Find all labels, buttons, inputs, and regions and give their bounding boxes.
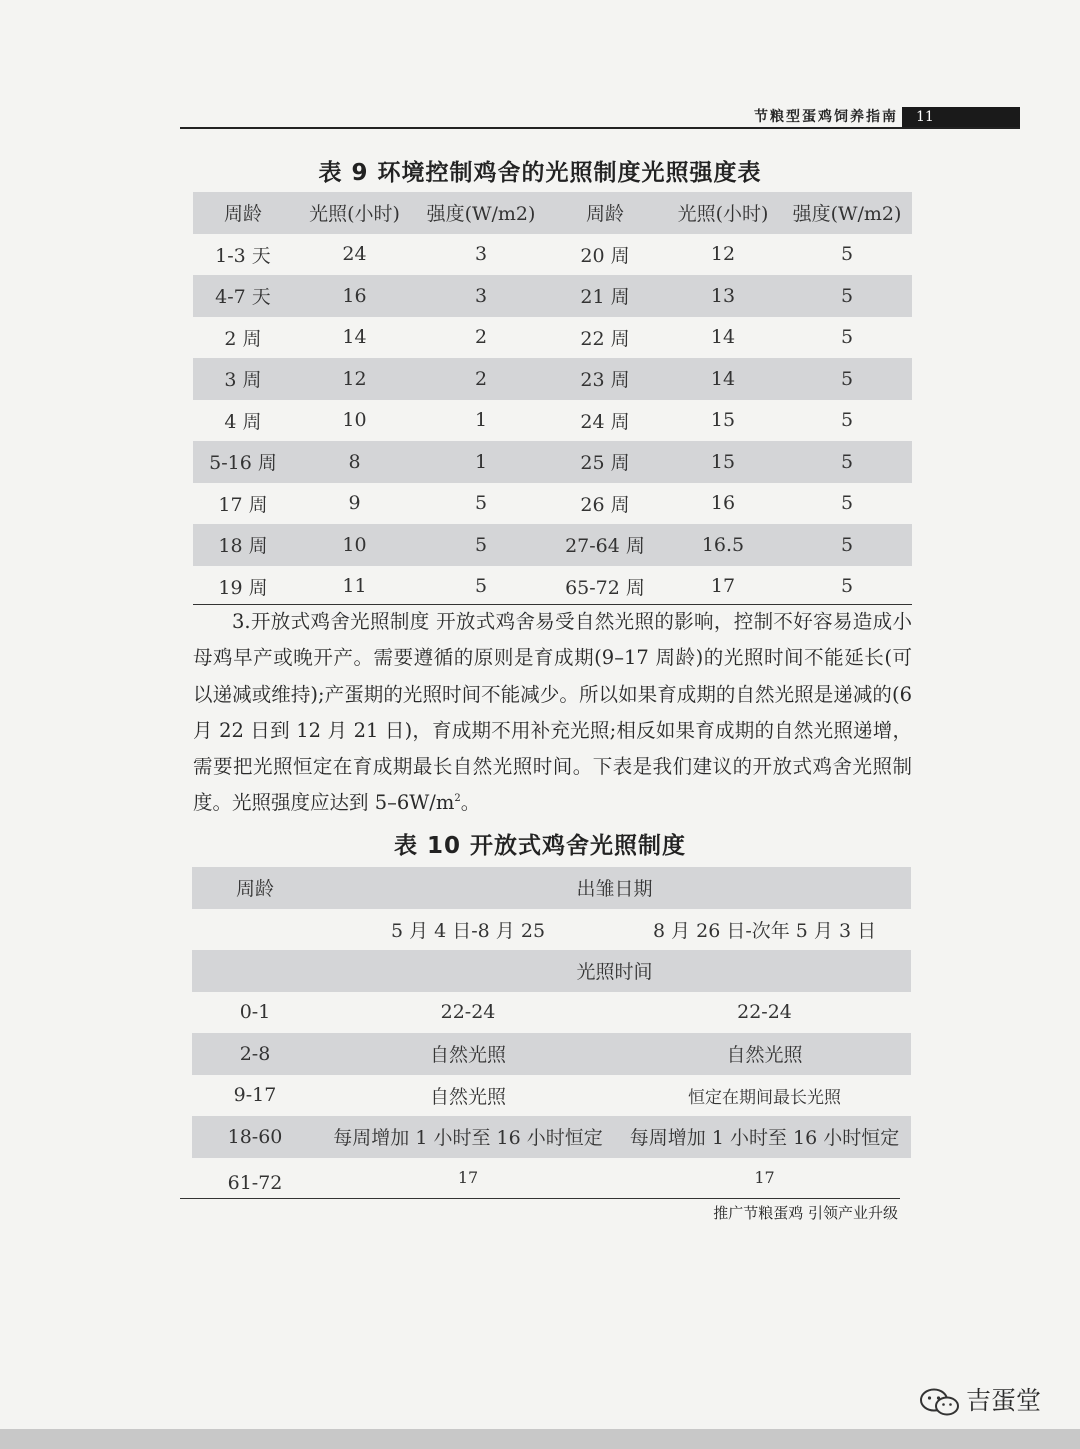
table9-cell: 5 — [782, 358, 912, 400]
table9-cell: 26 周 — [580, 493, 630, 516]
table10-row — [192, 1075, 911, 1117]
table9-title: 表 9 环境控制鸡舍的光照制度光照强度表 — [318, 160, 762, 186]
table10 — [192, 867, 911, 1209]
table9-cell: 65-72 周 — [565, 576, 645, 599]
table10-row — [192, 1033, 911, 1075]
table10-cell: 自然光照 — [429, 1085, 506, 1108]
table9-cell: 24 周 — [580, 410, 630, 433]
table9 — [193, 192, 912, 607]
table9-cell: 5 — [782, 524, 912, 566]
table9-cell: 21 周 — [546, 275, 664, 317]
table9-header-cell: 强度(W/m2) — [782, 192, 912, 234]
table9-row — [193, 400, 912, 442]
table9-cell: 5-16 周 — [193, 441, 293, 483]
body-paragraph — [193, 604, 912, 822]
wechat-icon — [918, 1387, 962, 1417]
table9-cell: 5 — [840, 492, 854, 515]
table9-row — [193, 234, 912, 276]
table9-cell: 3 — [416, 275, 546, 317]
table10-hatch-date-header: 出雏日期 — [318, 867, 911, 909]
table9-cell: 18 周 — [193, 524, 293, 566]
footer-slogan: 推广节粮蛋鸡 引领产业升级 — [713, 1204, 898, 1222]
running-title: 节粮型蛋鸡饲养指南 — [754, 109, 898, 125]
paragraph-end: 。 — [460, 791, 481, 815]
table9-cell: 3 周 — [193, 358, 293, 400]
table9-cell: 16.5 — [664, 524, 782, 566]
paragraph-text: 3.开放式鸡舍光照制度 开放式鸡舍易受自然光照的影响，控制不好容易造成小母鸡早产或晚开产。需要遵循的原则是育成期(9–17 周龄)的光照时间不能延长(可以递减或维持);产蛋期的光照时间不能减少。所以如果育成期的自然光照是递减的(6 月 22 日到 12 月 21 日)，育成期不用补充光照;相反如果育成期的自然光照递增，需要把光照恒定在育成期最长自然光照时间。下表是我们建议的开放式鸡舍光照制度。光照强度应达到 5–6W/m — [193, 610, 912, 815]
table10-cell: 2-8 — [192, 1033, 318, 1075]
table9-cell: 9 — [348, 492, 361, 515]
table10-cell: 22-24 — [737, 1001, 792, 1024]
table9-cell: 2 — [416, 358, 546, 400]
table9-cell: 10 — [293, 524, 416, 566]
table9-cell: 1 — [474, 409, 488, 432]
table9-cell: 19 周 — [218, 576, 268, 599]
table10-cell: 17 — [754, 1167, 775, 1187]
table10-row — [192, 1116, 911, 1158]
table9-row — [193, 275, 912, 317]
table10-cell: 0-1 — [239, 1001, 271, 1024]
table9-cell: 4-7 天 — [193, 275, 293, 317]
table10-title: 表 10 开放式鸡舍光照制度 — [393, 833, 687, 859]
table9-cell: 5 — [782, 275, 912, 317]
superscript-two: 2 — [454, 793, 461, 805]
table9-cell: 14 — [664, 358, 782, 400]
table10-header-row — [192, 867, 911, 909]
table9-header-cell: 周龄 — [193, 192, 293, 234]
watermark-text: 吉蛋堂 — [966, 1386, 1042, 1415]
table9-row — [193, 524, 912, 566]
table9-cell: 17 — [710, 575, 736, 598]
table9-cell: 5 — [474, 575, 488, 598]
table9-cell: 1 — [416, 441, 546, 483]
table9-cell: 23 周 — [546, 358, 664, 400]
table9-cell: 12 — [293, 358, 416, 400]
table9-cell: 20 周 — [580, 244, 630, 267]
table10-cell: 9-17 — [233, 1084, 277, 1107]
table9-cell: 2 周 — [224, 327, 262, 350]
table10-cell: 恒定在期间最长光照 — [688, 1087, 841, 1108]
table9-cell: 14 — [710, 326, 736, 349]
table10-cell: 61-72 — [227, 1172, 283, 1195]
table9-row — [193, 441, 912, 483]
table10-bottom-rule — [180, 1198, 900, 1199]
table9-cell: 12 — [710, 243, 736, 266]
table9-cell: 5 — [840, 326, 854, 349]
table10-light-time-header: 光照时间 — [318, 950, 911, 992]
table9-cell: 22 周 — [580, 327, 630, 350]
page-number: 11 — [902, 107, 1020, 127]
table9-cell: 15 — [710, 409, 736, 432]
table9-cell: 11 — [342, 575, 367, 598]
bottom-band — [0, 1429, 1080, 1449]
table9-cell: 24 — [342, 243, 367, 266]
table9-row — [193, 483, 912, 525]
table9-cell: 5 — [840, 409, 854, 432]
table9-header-cell: 光照(小时) — [664, 192, 782, 234]
table9-cell: 16 — [710, 492, 736, 515]
table9-row — [193, 317, 912, 359]
table9-row — [193, 358, 912, 400]
table10-empty-cell — [192, 950, 318, 992]
table10-cell: 自然光照 — [618, 1033, 911, 1075]
table9-cell: 5 — [782, 441, 912, 483]
table10-light-time-row — [192, 950, 911, 992]
table10-date-range-row — [192, 909, 911, 951]
table9-header-cell: 光照(小时) — [293, 192, 416, 234]
watermark — [918, 1381, 1058, 1421]
table9-row — [193, 566, 912, 608]
table9-cell: 5 — [416, 524, 546, 566]
table9-cell: 3 — [474, 243, 488, 266]
table9-cell: 5 — [840, 243, 854, 266]
table10-cell: 22-24 — [440, 1001, 496, 1024]
table9-header-cell: 强度(W/m2) — [416, 192, 546, 234]
table10-row — [192, 992, 911, 1034]
table9-cell: 16 — [293, 275, 416, 317]
table9-cell: 17 周 — [218, 493, 268, 516]
table10-cell: 每周增加 1 小时至 16 小时恒定 — [318, 1116, 618, 1158]
table9-cell: 25 周 — [546, 441, 664, 483]
table9-cell: 27-64 周 — [546, 524, 664, 566]
table9-cell: 2 — [474, 326, 488, 349]
table9-cell: 5 — [474, 492, 488, 515]
table9-cell: 5 — [840, 575, 854, 598]
table9-cell: 15 — [664, 441, 782, 483]
running-header — [180, 107, 1020, 129]
table9-header-row — [193, 192, 912, 234]
table10-cell: 17 — [457, 1167, 479, 1187]
table9-cell: 10 — [342, 409, 367, 432]
table10-age-header: 周龄 — [192, 867, 318, 909]
table9-header-cell: 周龄 — [546, 192, 664, 234]
table9-cell: 14 — [342, 326, 367, 349]
table9-cell: 4 周 — [224, 410, 262, 433]
table9-cell: 8 — [293, 441, 416, 483]
table10-cell: 18-60 — [192, 1116, 318, 1158]
table10-date-range: 5 月 4 日-8 月 25 — [390, 919, 546, 942]
table10-cell: 每周增加 1 小时至 16 小时恒定 — [618, 1116, 911, 1158]
table10-date-range: 8 月 26 日-次年 5 月 3 日 — [652, 919, 877, 942]
table10-empty-cell — [192, 909, 318, 951]
table9-cell: 13 — [664, 275, 782, 317]
table10-cell: 自然光照 — [318, 1033, 618, 1075]
table9-cell: 1-3 天 — [215, 244, 271, 267]
